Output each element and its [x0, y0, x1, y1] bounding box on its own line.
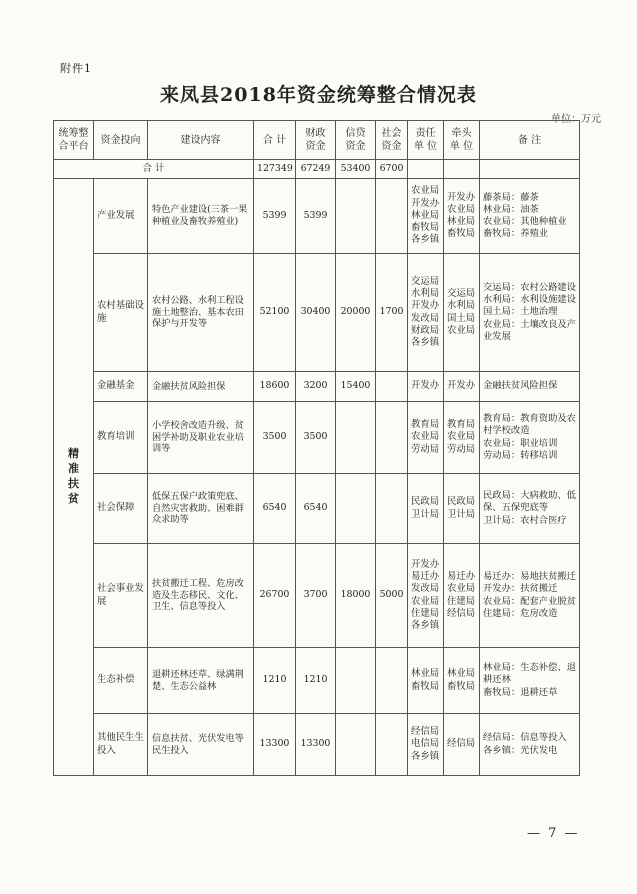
row-remarks: 交运局：农村公路建设 水利局：水利设施建设 国土局：土地治理 农业局：土壤改良及产业发展: [480, 254, 580, 372]
row-social: [376, 648, 408, 714]
header-total: 合 计: [254, 121, 296, 160]
fund-integration-table: [53, 120, 580, 776]
row-fiscal: 13300: [296, 714, 336, 776]
row-responsible: 交运局 水利局 开发办 发改局 财政局 各乡镇: [408, 254, 444, 372]
row-social: [376, 474, 408, 544]
header-remarks: 备 注: [480, 121, 580, 160]
row-content: 退耕还林还草、绿满荆楚、生态公益林: [148, 648, 254, 714]
row-direction: 金融基金: [94, 372, 148, 402]
page-title: 来凤县2018年资金统筹整合情况表: [160, 84, 477, 106]
header-fiscal: 财政 资金: [296, 121, 336, 160]
row-total: 5399: [254, 179, 296, 254]
row-responsible: 教育局 农业局 劳动局: [408, 402, 444, 474]
row-remarks: 民政局：大病救助、低保、五保兜底等 卫计局：农村合医疗: [480, 474, 580, 544]
row-fiscal: 5399: [296, 179, 336, 254]
header-platform: 统筹整 合平台: [54, 121, 94, 160]
row-direction: 社会保障: [94, 474, 148, 544]
row-lead: 经信局: [444, 714, 480, 776]
row-social: 5000: [376, 544, 408, 648]
row-remarks: 经信局：信息等投入 各乡镇：光伏发电: [480, 714, 580, 776]
row-total: 18600: [254, 372, 296, 402]
row-lead: 教育局 农业局 劳动局: [444, 402, 480, 474]
row-lead: 民政局 卫计局: [444, 474, 480, 544]
row-fiscal: 30400: [296, 254, 336, 372]
row-direction: 产业发展: [94, 179, 148, 254]
row-total: 13300: [254, 714, 296, 776]
row-responsible: 经信局 电信局 各乡镇: [408, 714, 444, 776]
row-content: 农村公路、水利工程设施土地整治、基本农田保护与开发等: [148, 254, 254, 372]
row-remarks: 藤茶局：藤茶 林业局：油茶 农业局：其他种植业 畜牧局：养殖业: [480, 179, 580, 254]
header-lead: 牵头单 位: [444, 121, 480, 160]
row-content: 扶贫搬迁工程、危房改造及生态移民、文化、卫生、信息等投入: [148, 544, 254, 648]
summary-credit: 53400: [336, 160, 376, 179]
page-number: — 7 —: [527, 826, 580, 841]
row-total: 26700: [254, 544, 296, 648]
row-lead: 易迁办 农业局 住建局 经信局: [444, 544, 480, 648]
row-credit: 15400: [336, 372, 376, 402]
row-remarks: 金融扶贫风险担保: [480, 372, 580, 402]
row-fiscal: 1210: [296, 648, 336, 714]
row-content: 低保五保户政策兜底、自然灾害救助、困难群众求助等: [148, 474, 254, 544]
table-row: [54, 544, 580, 648]
row-total: 52100: [254, 254, 296, 372]
summary-label: 合 计: [54, 160, 254, 179]
table-row: [54, 402, 580, 474]
row-fiscal: 6540: [296, 474, 336, 544]
row-credit: [336, 474, 376, 544]
row-remarks: 易迁办：易地扶贫搬迁 开发办：扶贫搬迁 农业局：配套产业脱贫 住建局：危房改造: [480, 544, 580, 648]
row-responsible: 民政局 卫计局: [408, 474, 444, 544]
table-row: [54, 474, 580, 544]
row-credit: 18000: [336, 544, 376, 648]
row-direction: 农村基础设施: [94, 254, 148, 372]
table-row: [54, 372, 580, 402]
row-remarks: 教育局：教育资助及农村学校改造 农业局：职业培训 劳动局：转移培训: [480, 402, 580, 474]
row-content: 金融扶贫风险担保: [148, 372, 254, 402]
row-credit: 20000: [336, 254, 376, 372]
row-total: 6540: [254, 474, 296, 544]
summary-row: [54, 160, 580, 179]
row-social: [376, 372, 408, 402]
row-direction: 社会事业发展: [94, 544, 148, 648]
header-content: 建设内容: [148, 121, 254, 160]
table-row: [54, 648, 580, 714]
header-responsible: 责任单 位: [408, 121, 444, 160]
row-social: [376, 714, 408, 776]
row-credit: [336, 648, 376, 714]
row-responsible: 农业局 开发办 林业局 畜牧局 各乡镇: [408, 179, 444, 254]
table-row: [54, 714, 580, 776]
platform-cell: 精 准 扶 贫: [54, 179, 94, 776]
row-responsible: 开发办 易迁办 发改局 农业局 住建局 各乡镇: [408, 544, 444, 648]
row-lead: 开发办: [444, 372, 480, 402]
row-lead: 林业局 畜牧局: [444, 648, 480, 714]
row-social: [376, 402, 408, 474]
row-direction: 生态补偿: [94, 648, 148, 714]
row-total: 3500: [254, 402, 296, 474]
header-direction: 资金投向: [94, 121, 148, 160]
unit-label: 单位：万元: [551, 114, 601, 125]
row-remarks: 林业局：生态补偿、退耕还林 畜牧局：退耕还草: [480, 648, 580, 714]
attachment-label: 附件1: [60, 62, 92, 75]
row-credit: [336, 402, 376, 474]
row-content: 信息扶贫、光伏发电等民生投入: [148, 714, 254, 776]
row-direction: 其他民生生投入: [94, 714, 148, 776]
row-responsible: 开发办: [408, 372, 444, 402]
row-credit: [336, 714, 376, 776]
row-total: 1210: [254, 648, 296, 714]
header-credit: 信贷 资金: [336, 121, 376, 160]
row-direction: 教育培训: [94, 402, 148, 474]
row-content: 小学校舍改造升级、贫困学补助及职业农业培训等: [148, 402, 254, 474]
table-row: [54, 254, 580, 372]
summary-fiscal: 67249: [296, 160, 336, 179]
summary-total: 127349: [254, 160, 296, 179]
header-row: [54, 121, 580, 160]
summary-empty: [444, 160, 480, 179]
row-responsible: 林业局 畜牧局: [408, 648, 444, 714]
row-lead: 开发办 农业局 林业局 畜牧局: [444, 179, 480, 254]
row-lead: 交运局 水利局 国土局 农业局: [444, 254, 480, 372]
row-credit: [336, 179, 376, 254]
table-row: [54, 179, 580, 254]
summary-social: 6700: [376, 160, 408, 179]
row-fiscal: 3500: [296, 402, 336, 474]
row-fiscal: 3200: [296, 372, 336, 402]
header-social: 社会 资金: [376, 121, 408, 160]
row-fiscal: 3700: [296, 544, 336, 648]
row-content: 特色产业建设(三茶一果种植业及畜牧养殖业): [148, 179, 254, 254]
summary-empty: [480, 160, 580, 179]
row-social: [376, 179, 408, 254]
row-social: 1700: [376, 254, 408, 372]
summary-empty: [408, 160, 444, 179]
